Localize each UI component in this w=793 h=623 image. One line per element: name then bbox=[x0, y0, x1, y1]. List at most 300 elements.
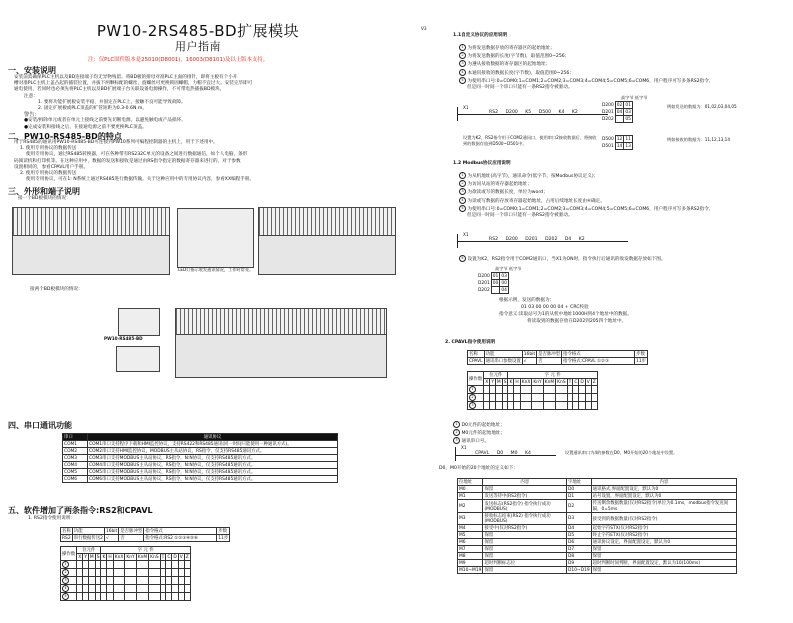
table-row bbox=[601, 136, 632, 143]
table-cell bbox=[491, 287, 500, 294]
text-line: 使用专用协议，可在1: N系统上通过RS485进行数据传输。关于这种应用中的专用协议内容，参看XX编程手册。 bbox=[26, 177, 255, 183]
table-header: 是否脉冲型 bbox=[120, 529, 143, 534]
p1-items bbox=[459, 44, 713, 91]
table-header: K bbox=[102, 554, 106, 560]
rs2-operand-table bbox=[60, 546, 191, 601]
table-cell: D200 bbox=[478, 273, 490, 279]
table-cell: COM4串口支持MODBUS主从站协议，RS指令，N:N协议，仅支持RS485通讯方式。 bbox=[88, 462, 338, 469]
ladder-op: D200 bbox=[505, 110, 518, 115]
marker-icon: 2 bbox=[469, 394, 476, 401]
table-cell: D501 bbox=[602, 143, 614, 149]
table-row bbox=[601, 102, 632, 109]
table-cell: COM6串口支持MODBUS主从站协议，RS指令，N:N协议，仅支持RS485通讯方式。 bbox=[88, 476, 338, 483]
marker-3-icon: 3 bbox=[453, 437, 460, 444]
table-header: KnS bbox=[557, 379, 566, 385]
plc-device-body-2 bbox=[258, 235, 396, 275]
text-line: 2. 固定扩展板或PLC顶盖的扩管矩距为0.3-0.6N.m。 bbox=[38, 106, 147, 112]
ladder-op: K5 bbox=[525, 110, 532, 115]
list-item bbox=[459, 69, 713, 77]
list-item bbox=[459, 77, 713, 85]
item-text: 本通讯接收的数据长度(字节数)，取值范围0~256； bbox=[467, 70, 574, 76]
item-text: 为欲读或写的数据长度，单位为word； bbox=[467, 190, 548, 196]
item-text: 设置为K2，RS2指令用于COM2通讯口，当X1为ON时，指令执行后通讯的收发数据存放如下图。 bbox=[467, 257, 666, 262]
table-cell: 保留 bbox=[483, 553, 567, 560]
table-row bbox=[477, 287, 508, 294]
table-cell bbox=[532, 394, 543, 402]
firmware-notice: 注：仅PLC固件版本是25010(D8001)，16003(D8101)及以上版本支持。 bbox=[88, 57, 269, 63]
marker-1-icon: 1 bbox=[453, 421, 460, 428]
table-cell: 保留 bbox=[591, 567, 736, 574]
bd-module-image bbox=[177, 208, 254, 268]
led-note: LED灯指示收发通讯情况，工作时常亮。 bbox=[178, 267, 254, 272]
table-cell bbox=[543, 386, 555, 394]
table-cell: 保留 bbox=[483, 539, 567, 546]
table-cell bbox=[520, 386, 532, 394]
byte-header: 高字节 低字节 bbox=[495, 266, 522, 271]
table-header: 指令格式 bbox=[144, 528, 217, 535]
table-cell: 00 bbox=[501, 280, 507, 286]
marker-4-icon: 4 bbox=[459, 197, 466, 204]
table-cell: M0 bbox=[458, 486, 483, 493]
section-1-heading: 一、安装说明 bbox=[8, 66, 56, 75]
item-text: 为将发送数据存放的寄存器区的起始地址； bbox=[467, 46, 555, 51]
list-item bbox=[459, 172, 713, 180]
marker-3-icon: 3 bbox=[459, 188, 466, 195]
plc-two-bd-image bbox=[175, 308, 387, 336]
item-text: 为使用串口号:0=COM0;1=COM1;2=COM2;3=COM3;4=COM4;5=COM5;6=COM6，用户程序可写多条RS2指令， bbox=[467, 78, 714, 84]
table-row bbox=[61, 535, 230, 542]
table-cell: 发送标志(RS2指令) 指令执行成功(MODBUS) bbox=[483, 500, 567, 513]
list-item bbox=[459, 255, 665, 263]
table-header: T bbox=[568, 379, 572, 385]
table-cell bbox=[520, 394, 532, 402]
table-row bbox=[63, 469, 338, 476]
left-page bbox=[0, 0, 396, 623]
table-cell bbox=[113, 593, 125, 601]
cpavl-instruction-table bbox=[467, 350, 648, 365]
text-line: ●安装/拆除单元或者在单元上接线之前要先切断电源，以避免触电或产品损坏。 bbox=[24, 118, 186, 124]
receive-example-note: 例如接收的数据为：11,12,13,14 bbox=[667, 137, 730, 142]
table-cell bbox=[88, 561, 95, 569]
table-cell bbox=[184, 561, 190, 569]
text-line: 1. 要将功能扩展板安装平稳，并固定在PLC上，接触不良可能导致故障。 bbox=[38, 99, 186, 105]
example-line: 将读取到的数据存放在D202到205四个地址中。 bbox=[527, 319, 627, 324]
table-header: M bbox=[89, 554, 94, 560]
table-cell: COM2 bbox=[63, 448, 88, 455]
table-cell bbox=[136, 569, 148, 577]
table-cell bbox=[88, 593, 95, 601]
table-cell: D202 bbox=[478, 287, 490, 293]
table-cell: 01 bbox=[625, 102, 631, 108]
list-item: 但是同一时间一个串口只能有一条RS2指令被驱动。 bbox=[467, 213, 573, 219]
marker-2-icon: 2 bbox=[453, 429, 460, 436]
rs2-instruction-table bbox=[60, 527, 230, 542]
table-cell: 传送剩余数据数量(仅对RS2指令)单位为0.1ms，modbus指令发送间隔，0=5ms bbox=[591, 500, 736, 513]
cpavl-definition-table bbox=[457, 478, 737, 574]
table-header: Y bbox=[491, 379, 494, 385]
table-cell: D6 bbox=[567, 539, 592, 546]
byte-header: 高字节 低字节 bbox=[621, 95, 648, 100]
table-cell: D202 bbox=[602, 116, 614, 122]
table-header: T bbox=[161, 554, 165, 560]
table-header: D bbox=[173, 554, 177, 560]
table-row bbox=[458, 532, 737, 539]
marker-3-icon: 3 bbox=[459, 60, 466, 67]
table-cell: √ bbox=[522, 358, 536, 365]
text-line: 用于RS485的通讯用PW10-RS485-BD可连接到PW10系列可编程控制器的主机上，用于下述用中。 bbox=[14, 140, 218, 145]
table-cell bbox=[149, 593, 160, 601]
cpavl-operand-table bbox=[467, 371, 598, 410]
table-row bbox=[601, 109, 632, 116]
table-header: 位元件 bbox=[77, 547, 101, 554]
table-cell bbox=[125, 561, 136, 569]
table-cell: D8 bbox=[567, 553, 592, 560]
table-header: KnM bbox=[544, 379, 555, 385]
table-cell: 保留 bbox=[483, 567, 567, 574]
operand-marker bbox=[468, 402, 484, 410]
section-2-body bbox=[14, 140, 254, 183]
list-item bbox=[459, 44, 713, 52]
ladder-instruction bbox=[475, 451, 531, 457]
list-item bbox=[459, 197, 713, 205]
marker-icon: 4 bbox=[62, 585, 69, 592]
table-header: 字地址 bbox=[567, 479, 592, 486]
table-header: 步数 bbox=[635, 351, 648, 358]
send-data-table bbox=[601, 101, 633, 123]
table-cell bbox=[125, 585, 136, 593]
table-header: Z bbox=[592, 379, 596, 385]
rs2-subheading: 1. RS2指令使用说明： bbox=[28, 516, 76, 521]
table-header: 操作数 bbox=[468, 372, 484, 386]
table-row bbox=[468, 386, 598, 394]
table-cell bbox=[113, 561, 125, 569]
table-row bbox=[61, 585, 191, 593]
table-cell: M3 bbox=[458, 513, 483, 525]
table-row bbox=[61, 593, 191, 601]
item-text: 为读或写数据的存放寄存器起始地址，占用后续地址长度由④确定。 bbox=[467, 198, 605, 204]
table-cell: 串行数据传送2 bbox=[73, 536, 103, 541]
table-cell: M7 bbox=[458, 546, 483, 553]
table-cell: 指令格式:RS2 ①②③④⑤⑥ bbox=[144, 535, 217, 542]
table-row bbox=[61, 577, 191, 585]
com-port-table bbox=[62, 433, 338, 483]
table-cell: D201 bbox=[478, 280, 490, 286]
table-cell: 保留 bbox=[483, 546, 567, 553]
table-cell bbox=[184, 577, 190, 585]
table-cell: 保留 bbox=[483, 486, 567, 493]
table-cell: 起始字符STX(仅对RS2指令) bbox=[591, 525, 736, 532]
ladder-op: D200 bbox=[505, 237, 518, 242]
table-header: 指令格式 bbox=[562, 351, 635, 358]
table-row bbox=[63, 441, 338, 448]
item-text: 为遵从接收数据的寄存器区的起始地址； bbox=[467, 62, 551, 68]
table-cell: 01 bbox=[492, 273, 499, 279]
table-row bbox=[477, 280, 508, 287]
table-header: V bbox=[586, 379, 590, 385]
table-cell: 11步 bbox=[218, 536, 229, 541]
ladder-rail bbox=[455, 447, 456, 461]
table-cell bbox=[591, 394, 597, 402]
table-row bbox=[458, 513, 737, 525]
text-line: 使用专用协议，通过RS485转换器，可在各种带有RS232C单元的设备之间进行数据通信，如个人电脑，条形 bbox=[26, 152, 248, 158]
operand-marker bbox=[468, 386, 484, 394]
page-number: V3 bbox=[421, 26, 427, 31]
p3-items bbox=[453, 421, 505, 446]
table-header: 16bit bbox=[523, 351, 536, 357]
model-label: PW10-RS485-BD bbox=[104, 336, 143, 341]
table-cell: D200 bbox=[602, 102, 614, 108]
table-cell: 保留 bbox=[483, 532, 567, 539]
one-bd-caption: 接一个BD板模块的情况： bbox=[18, 196, 71, 201]
table-cell: D9 bbox=[567, 560, 592, 567]
table-cell: COM5串口支持MODBUS主从站协议，RS指令，N:N协议，仅支持RS485通讯方式。 bbox=[88, 469, 338, 476]
table-row bbox=[458, 560, 737, 567]
table-cell: 05 bbox=[625, 116, 631, 122]
table-row bbox=[61, 569, 191, 577]
table-cell: CPAVL bbox=[469, 358, 483, 364]
list-item: 但是同一时间一个串口只能有一条RS2指令被驱动。 bbox=[467, 85, 573, 91]
table-cell: 否 bbox=[537, 358, 562, 365]
table-cell: 站号设置，界面配置设定，默认为0 bbox=[591, 493, 736, 500]
table-cell: 保留 bbox=[591, 553, 736, 560]
table-cell bbox=[113, 569, 125, 577]
table-header: H bbox=[108, 554, 112, 560]
text-line: 1. 使用专用协议的数据传送 bbox=[20, 146, 77, 152]
text-line: ●完成安装和接线之后，在接通电源之前不要更换PLC顶盖。 bbox=[24, 124, 147, 130]
operand-marker bbox=[61, 577, 77, 585]
p2-heading: 1.2 Modbus协议应用说明 bbox=[453, 161, 511, 166]
plc-two-bd-body bbox=[175, 334, 387, 378]
table-cell: 12 bbox=[616, 136, 623, 142]
ladder-op: D201 bbox=[525, 237, 538, 242]
table-cell bbox=[125, 593, 136, 601]
table-cell: D500 bbox=[602, 136, 614, 142]
table-cell: RS2 bbox=[62, 535, 71, 541]
table-row bbox=[63, 448, 338, 455]
table-header: K bbox=[509, 379, 513, 385]
table-cell: 超时判断标志位 bbox=[483, 560, 567, 567]
ladder-contact: X1 bbox=[463, 232, 469, 237]
table-header: KnY bbox=[126, 554, 135, 560]
text-line: 2. 使用专用协议的数据传送 bbox=[20, 171, 77, 177]
table-cell: D3 bbox=[567, 513, 592, 525]
document-subtitle: 用户指南 bbox=[175, 40, 221, 53]
table-cell bbox=[495, 394, 502, 402]
table-row bbox=[63, 476, 338, 483]
ladder-op: M0 bbox=[510, 451, 518, 456]
table-cell bbox=[136, 593, 148, 601]
table-header: 操作数 bbox=[61, 547, 77, 561]
table-header: KnY bbox=[533, 379, 542, 385]
marker-icon: 5 bbox=[62, 593, 69, 600]
table-cell: M1 bbox=[458, 493, 483, 500]
table-cell: M2 bbox=[458, 500, 483, 513]
table-header: S bbox=[96, 554, 100, 560]
table-header: 位元件 bbox=[484, 372, 508, 379]
table-header: 内容 bbox=[591, 479, 736, 486]
ladder-op: K2 bbox=[578, 237, 585, 242]
table-cell: √ bbox=[104, 535, 118, 542]
ladder-contact: X1 bbox=[461, 445, 467, 450]
table-cell bbox=[532, 386, 543, 394]
table-header: S bbox=[503, 379, 507, 385]
table-cell bbox=[136, 585, 148, 593]
table-cell bbox=[591, 402, 597, 410]
p2-items bbox=[459, 172, 713, 219]
table-cell bbox=[184, 593, 190, 601]
table-cell: D5 bbox=[567, 532, 592, 539]
item-text: M0元件的起始地址； bbox=[461, 431, 506, 437]
ladder-op: RS2 bbox=[489, 237, 499, 242]
table-header: Y bbox=[84, 554, 87, 560]
section-2-heading: 二、PW10-RS485-BD的特点 bbox=[8, 132, 122, 141]
table-cell bbox=[543, 402, 555, 410]
table-cell bbox=[149, 577, 160, 585]
marker-icon: 1 bbox=[469, 386, 476, 393]
item-text: 为使用串口号:0=COM0;1=COM1;2=COM2;3=COM3;4=COM4;5=COM5;6=COM6，用户程序可写多条RS2指令， bbox=[467, 206, 714, 212]
table-cell bbox=[543, 394, 555, 402]
ladder-op: CPAVL bbox=[475, 451, 490, 456]
ladder-op: D4 bbox=[564, 237, 572, 242]
table-row bbox=[468, 394, 598, 402]
table-cell bbox=[184, 585, 190, 593]
table-cell: 00 bbox=[492, 280, 499, 286]
table-row bbox=[458, 567, 737, 574]
ladder-op: D500 bbox=[538, 110, 551, 115]
list-item bbox=[459, 188, 713, 196]
bd-module-image-bottom bbox=[116, 346, 160, 372]
table-cell: D2 bbox=[567, 500, 592, 513]
table-cell: 接受到的数据数量(仅对RS2指令) bbox=[591, 513, 736, 525]
section-3-heading: 三、外形和端子说明 bbox=[8, 187, 80, 196]
table-header: X bbox=[485, 379, 489, 385]
ladder-op: K4 bbox=[525, 451, 531, 456]
table-cell: 13 bbox=[625, 143, 631, 149]
table-cell: 终止字符ETX(仅对RS2指令) bbox=[591, 532, 736, 539]
table-header: 字 元 件 bbox=[101, 547, 190, 554]
p3-heading: 2. CPAVL指令使用说明 bbox=[445, 340, 496, 345]
marker-icon: 3 bbox=[469, 402, 476, 409]
table-cell bbox=[149, 561, 160, 569]
table-row bbox=[458, 553, 737, 560]
table-cell bbox=[532, 402, 543, 410]
table-cell: COM4 bbox=[63, 462, 88, 469]
operand-marker bbox=[468, 394, 484, 402]
example-line: 根据示例，发送的数据为： bbox=[499, 298, 555, 303]
table-cell bbox=[184, 569, 190, 577]
table-cell: 接受中(仅对RS2指令) bbox=[483, 525, 567, 532]
list-item bbox=[459, 52, 713, 60]
table-cell: 发送等待中(RS2指令) bbox=[483, 493, 567, 500]
ladder-note: 设置通讯串口为4的参数在D0，M0开始的20个地址中设置。 bbox=[565, 450, 678, 455]
table-cell: M8 bbox=[458, 553, 483, 560]
text-line: 注意： bbox=[24, 93, 38, 99]
text-line: 安装前需确保PLC主机以及BD连接端子均无异物残留。将BD板的排母对准PLC主面的排针，即将主板有个小开 bbox=[14, 75, 238, 80]
operand-marker bbox=[61, 585, 77, 593]
table-cell: 02 bbox=[616, 102, 623, 108]
table-cell bbox=[88, 569, 95, 577]
table-cell bbox=[556, 402, 567, 410]
table-header: 是否脉冲型 bbox=[538, 352, 561, 357]
table-header: 名称 bbox=[62, 529, 71, 534]
table-cell: 04 bbox=[616, 109, 623, 115]
marker-1-icon: 1 bbox=[459, 172, 466, 179]
table-cell: D0 bbox=[567, 486, 592, 493]
table-cell: 接收标志结束(RS2) 指令执行成功(MODBUS) bbox=[483, 513, 567, 525]
table-row bbox=[458, 493, 737, 500]
table-header: 位地址 bbox=[458, 479, 483, 486]
table-cell bbox=[149, 585, 160, 593]
plc-device-image bbox=[12, 207, 170, 237]
table-cell: 03 bbox=[501, 273, 507, 279]
table-header: 名称 bbox=[468, 351, 485, 358]
item-text: 为将发送数据的长度(字节数)，取值范围0~256； bbox=[467, 54, 570, 60]
marker-icon: 3 bbox=[62, 577, 69, 584]
table-cell: 03 bbox=[625, 109, 631, 115]
marker-1-icon: 1 bbox=[459, 44, 466, 51]
table-row bbox=[61, 561, 191, 569]
table-header: 内容 bbox=[483, 479, 567, 486]
list-item bbox=[459, 180, 713, 188]
table-cell bbox=[591, 386, 597, 394]
table-header: C bbox=[167, 554, 171, 560]
table-cell: D4 bbox=[567, 525, 592, 532]
table-row bbox=[468, 358, 648, 365]
two-bd-caption: 接两个BD板模块的情况： bbox=[30, 287, 83, 292]
table-row bbox=[601, 143, 632, 150]
item-text: 通讯串口号。 bbox=[461, 439, 490, 445]
section-5-heading: 五、软件增加了两条指令:RS2和CPAVL bbox=[8, 506, 153, 515]
marker-4-icon: 4 bbox=[459, 69, 466, 76]
table-cell: COM5 bbox=[63, 469, 88, 476]
table-row bbox=[458, 486, 737, 493]
table-row bbox=[63, 455, 338, 462]
text-line: 码阅读机和打印机等。在这种应用中，数据的发送和接收是通过由RS指令指定的数据寄存器来进行的，对于参数 bbox=[14, 158, 241, 164]
table-cell: COM1 bbox=[63, 441, 88, 448]
marker-icon: 2 bbox=[62, 569, 69, 576]
table-cell: M5 bbox=[458, 532, 483, 539]
table-cell: 超时判断时间判断，界面配置设定，默认为10(100ms) bbox=[591, 560, 736, 567]
table-cell: 11步 bbox=[636, 359, 647, 364]
ladder-contact: X1 bbox=[463, 105, 469, 110]
list-item bbox=[453, 429, 505, 437]
marker-2-icon: 2 bbox=[459, 52, 466, 59]
ladder-op: K4 bbox=[558, 110, 565, 115]
plc-device-image-2 bbox=[258, 207, 396, 237]
table-cell: 14 bbox=[616, 143, 623, 149]
table-cell bbox=[125, 569, 136, 577]
marker-2-icon: 2 bbox=[459, 180, 466, 187]
section-4-heading: 四、串口通讯功能 bbox=[8, 421, 72, 430]
modbus-data-table bbox=[477, 272, 509, 294]
receive-data-table bbox=[601, 135, 633, 150]
item-text: D0元件的起始地址； bbox=[461, 423, 505, 428]
table-row bbox=[458, 525, 737, 532]
table-cell bbox=[556, 394, 567, 402]
table-row bbox=[458, 546, 737, 553]
table-header: 步数 bbox=[217, 528, 230, 535]
operand-marker bbox=[61, 569, 77, 577]
table-header: C bbox=[574, 379, 578, 385]
list-item bbox=[459, 60, 713, 68]
table-cell: COM3串口支持MODBUS主从站协议，RS指令，N:N协议，仅支持RS485通讯方式。 bbox=[88, 455, 338, 462]
example-line: 指令意义:读取站号为1的从机中地址1000H到4个地址中的数据。 bbox=[499, 312, 632, 317]
table-cell: 指令格式:CPAVL ①②③ bbox=[562, 358, 635, 365]
table-cell: COM2串口支持HMI监控协议，MODBUS主从站协议，RS指令，仅支持RS485通讯方式。 bbox=[88, 448, 338, 455]
table-header: 通讯协议 bbox=[88, 434, 338, 441]
table-row bbox=[458, 500, 737, 513]
table-cell bbox=[88, 585, 95, 593]
